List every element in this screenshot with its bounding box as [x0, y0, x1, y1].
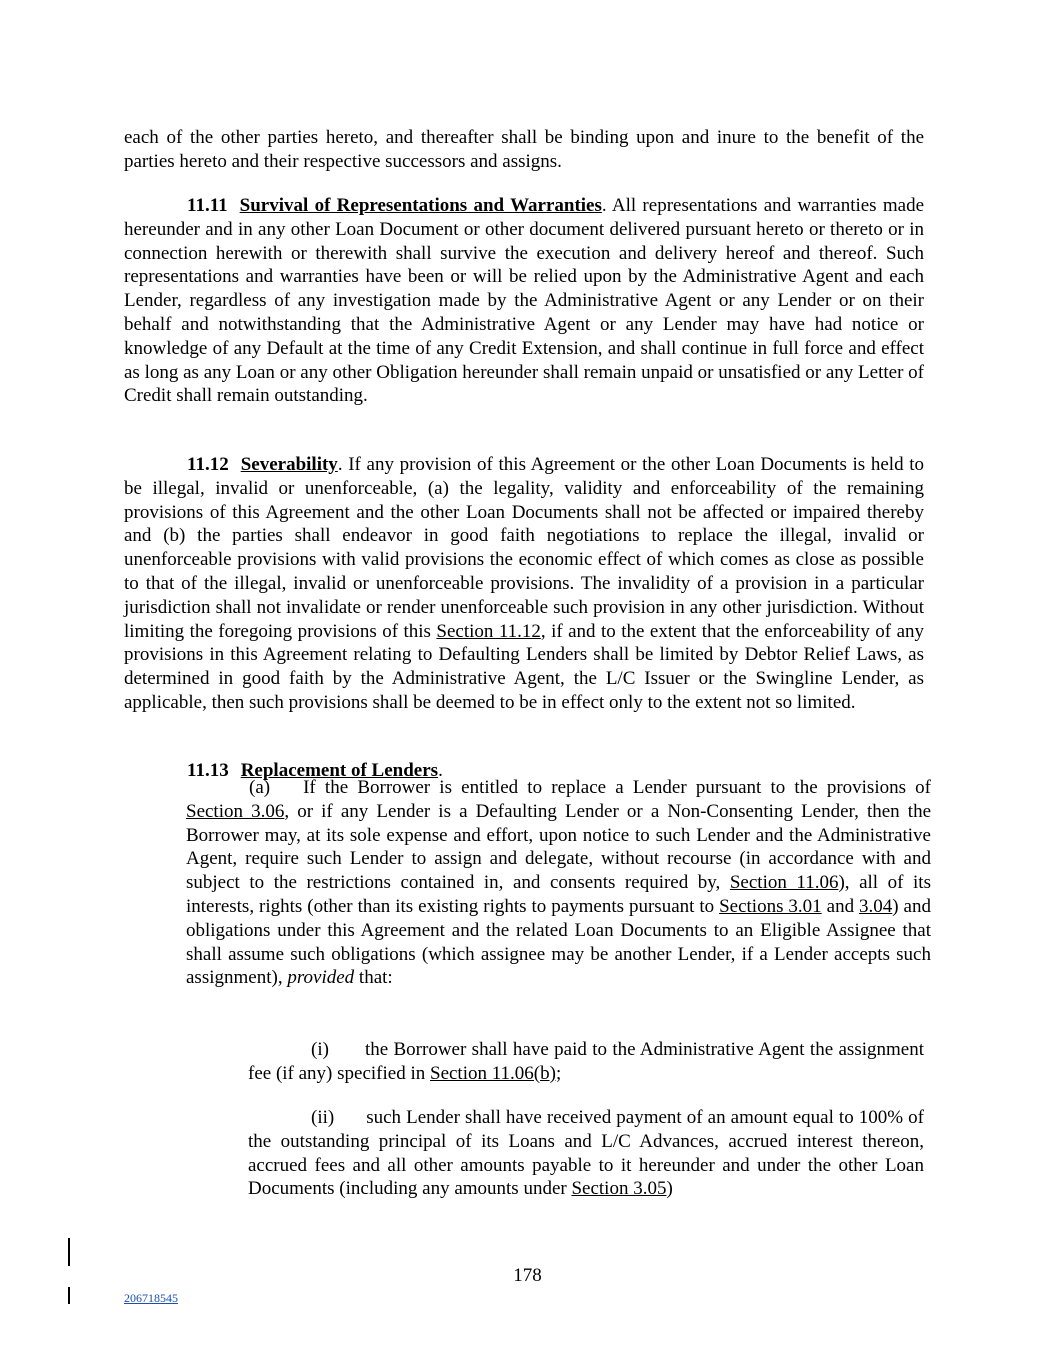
section-title-period: . — [438, 760, 443, 781]
section-reference-link[interactable]: 3.04 — [859, 895, 893, 917]
paragraph-i — [248, 1038, 924, 1086]
revision-bar — [68, 1287, 70, 1304]
section-reference-link[interactable]: Section 11.06(b) — [430, 1062, 556, 1084]
paragraph-text: ) — [666, 1178, 673, 1200]
paragraph-ii — [248, 1106, 924, 1201]
section-title: Replacement of Lenders — [240, 760, 439, 781]
paragraph-text: and — [821, 895, 860, 917]
document-id: 206718545 — [124, 1291, 178, 1305]
provided-italic: provided — [287, 967, 355, 989]
section-body: , if and to the extent that the enforceability of any provisions in this Agreement relating to Defaulting Lenders shall be limited by Debtor Relief Laws, as determined in good faith by the Administrative Agent, the L/C Issuer or the Swingline Lender, as applicable, then such provisions shall be deemed to be in effect only to the extent not so limited. — [124, 620, 925, 713]
intro-paragraph: each of the other parties hereto, and thereafter shall be binding upon and inure to the benefit of the parties hereto and their respective successors and assigns. — [124, 127, 924, 172]
section-body: . If any provision of this Agreement or the other Loan Documents is held to be illegal, invalid or unenforceable, (a) the legality, validity and enforceability of the remaining provisions of this Agreement and the other Loan Documents shall not be affected or impaired thereby and (b) the parties shall endeavor in good faith negotiations to replace the illegal, invalid or unenforceable provisions with valid provisions the economic effect of which comes as close as possible to that of the illegal, invalid or unenforceable provisions. The invalidity of a provision in a particular jurisdiction shall not invalidate or render unenforceable such provision in any other jurisdiction. Without limiting the foregoing provisions of this — [124, 454, 924, 642]
paragraph-a — [186, 776, 931, 990]
section-reference-link[interactable]: Section 11.12 — [436, 620, 541, 642]
section-number: 11.12 — [187, 454, 229, 475]
paragraph-text: such Lender shall have received payment of an amount equal to 100% of the outstanding principal of its Loans and L/C Advances, accrued interest thereon, accrued fees and all other amounts payable to it hereunder and under the other Loan Documents (including any amounts under — [248, 1107, 924, 1200]
paragraph-text: ), all of its interests, rights (other than its existing rights to payments pursuant to — [186, 872, 931, 917]
section-11-12-paragraph — [124, 453, 924, 715]
paragraph-text: the Borrower shall have paid to the Administrative Agent the assignment fee (if any) specified in — [248, 1039, 924, 1084]
paragraph-label: (a) — [249, 777, 271, 798]
paragraph-text: ; — [555, 1062, 562, 1084]
paragraph-text: , or if any Lender is a Defaulting Lender or a Non-Consenting Lender, then the Borrower may, at its sole expense and effort, upon notice to such Lender and the Administrative Agent, require such Lender to assign and delegate, without recourse (in accordance with and subject to the restrictions contained in, and consents required by, — [186, 800, 931, 894]
section-reference-link[interactable]: Section 3.05 — [571, 1178, 667, 1200]
section-reference-link[interactable]: Section 11.06 — [729, 872, 839, 894]
section-reference-link[interactable]: Section 3.06 — [186, 800, 285, 822]
revision-bar — [68, 1238, 70, 1266]
section-number: 11.13 — [187, 760, 229, 781]
paragraph-text: If the Borrower is entitled to replace a Lender pursuant to the provisions of — [303, 777, 931, 798]
paragraph-text: that: — [354, 967, 393, 989]
section-title: Survival of Representations and Warranties — [239, 195, 602, 216]
page-number: 178 — [513, 1265, 542, 1286]
paragraph-text: ) and obligations under this Agreement and the related Loan Documents to an Eligible Assignee that shall assume such obligations (which assignee may be another Lender, if a Lender accepts such assignment), — [186, 895, 931, 989]
section-number: 11.11 — [187, 195, 228, 216]
section-title: Severability — [240, 454, 338, 475]
section-body: . All representations and warranties made hereunder and in any other Loan Document or other document delivered pursuant hereto or thereto or in connection herewith or therewith shall survive the execution and delivery hereof and thereof. Such representations and warranties have been or will be relied upon by the Administrative Agent and each Lender, regardless of any investigation made by the Administrative Agent or any Lender or on their behalf and notwithstanding that the Administrative Agent or any Lender may have had notice or knowledge of any Default at the time of any Credit Extension, and shall continue in full force and effect as long as any Loan or any other Obligation hereunder shall remain unpaid or unsatisfied or any Letter of Credit shall remain outstanding. — [124, 195, 925, 407]
section-reference-link[interactable]: Sections 3.01 — [719, 895, 822, 917]
paragraph-label: (i) — [311, 1039, 329, 1060]
section-11-11-paragraph — [124, 194, 924, 408]
paragraph-label: (ii) — [311, 1107, 335, 1128]
